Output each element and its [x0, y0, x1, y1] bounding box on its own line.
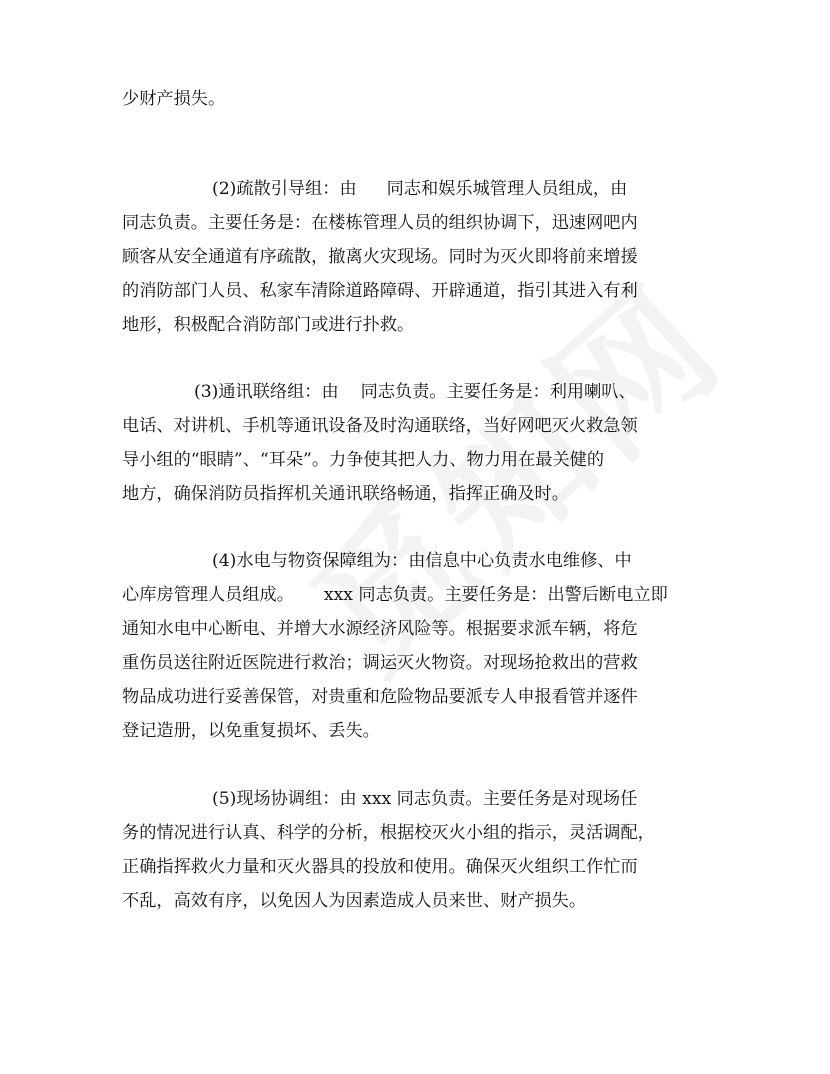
- text-line: 地方，确保消防员指挥机关通讯联络畅通，指挥正确及时。: [122, 484, 569, 504]
- text-line: 正确指挥救火力量和灭火器具的投放和使用。确保灭火组织工作忙而: [122, 857, 638, 877]
- text-line: 重伤员送往附近医院进行救治；调运灭火物资。对现场抢救出的营救: [122, 653, 638, 673]
- text-line-first: [122, 172, 702, 206]
- text-segment: 同志和娱乐城管理人员组成，由: [386, 179, 628, 199]
- text-segment: xxx 同志负责。主要任务是：出警后断电立即: [323, 585, 668, 605]
- text-line-first: (4)水电与物资保障组为：由信息中心负责水电维修、中: [212, 551, 632, 571]
- text-line: 少财产损失。: [122, 89, 226, 109]
- text-line: 物品成功进行妥善保管，对贵重和危险物品要派专人申报看管并逐件: [122, 687, 638, 707]
- text-line: 顾客从安全通道有序疏散，撤离火灾现场。同时为灭火即将前来增援: [122, 247, 638, 267]
- text-line: 不乱，高效有序，以免因人为因素造成人员来世、财产损失。: [122, 891, 587, 911]
- text-line-first: (5)现场协调组：由 xxx 同志负责。主要任务是对现场任: [212, 789, 638, 809]
- paragraph-evacuation-group: [122, 172, 702, 342]
- text-line-first: [122, 375, 702, 409]
- paragraph-communication-group: [122, 375, 702, 511]
- paragraph-continuation: [122, 82, 702, 116]
- text-segment: 同志负责。主要任务是：利用喇叭、: [360, 382, 636, 402]
- text-segment: (3)通讯联络组：由: [194, 382, 339, 402]
- text-line: 通知水电中心断电、并增大水源经济风险等。根据要求派车辆，将危: [122, 619, 638, 639]
- paragraph-coordination-group: [122, 782, 702, 918]
- text-line: 的消防部门人员、私家车清除道路障碍、开辟通道，指引其进入有利: [122, 281, 638, 301]
- text-line: 导小组的“眼睛”、“耳朵”。力争使其把人力、物力用在最关健的: [122, 450, 605, 470]
- text-line: 务的情况进行认真、科学的分析，根据校灭火小组的指示，灵活调配，: [122, 823, 655, 843]
- text-segment: 心库房管理人员组成。: [122, 585, 294, 605]
- text-line: 登记造册，以免重复损坏、丢失。: [122, 721, 380, 741]
- text-segment: (2)疏散引导组：由: [212, 179, 357, 199]
- text-line: 同志负责。主要任务是：在楼栋管理人员的组织协调下，迅速网吧内: [122, 213, 638, 233]
- paragraph-supply-group: [122, 544, 702, 748]
- text-line: 地形，积极配合消防部门或进行扑救。: [122, 315, 415, 335]
- text-line: [122, 578, 702, 612]
- text-line: 电话、对讲机、手机等通讯设备及时沟通联络，当好网吧灭火救急领: [122, 416, 638, 436]
